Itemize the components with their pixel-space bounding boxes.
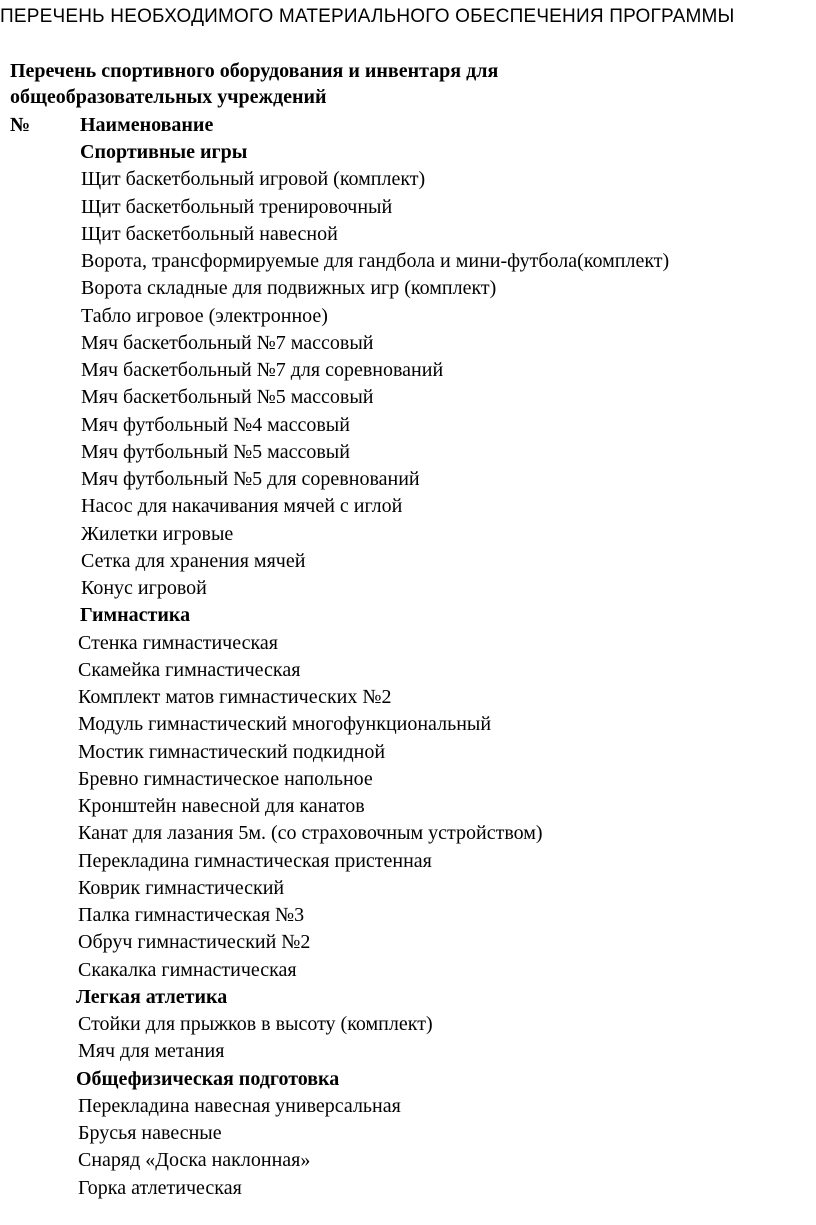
- list-item: Бревно гимнастическое напольное: [78, 767, 373, 790]
- list-item: Конус игровой: [81, 577, 207, 599]
- category-heading: Общефизическая подготовка: [76, 1067, 340, 1090]
- list-item: Насос для накачивания мячей с иглой: [81, 495, 403, 518]
- list-item: Коврик гимнастический: [78, 876, 285, 899]
- list-item: Сетка для хранения мячей: [81, 549, 306, 572]
- list-item: Стенка гимнастическая: [78, 631, 278, 654]
- column-name-header: Наименование: [80, 114, 214, 136]
- list-item: Скакалка гимнастическая: [78, 958, 297, 981]
- list-item: Ворота, трансформируемые для гандбола и мини-футбола(комплект): [81, 250, 670, 272]
- list-item: Брусья навесные: [78, 1122, 222, 1144]
- column-number-header: №: [10, 114, 31, 136]
- list-item: Комплект матов гимнастических №2: [78, 686, 392, 708]
- subtitle-line: общеобразовательных учреждений: [10, 86, 327, 108]
- category-heading: Гимнастика: [80, 604, 191, 627]
- list-item: Табло игровое (электронное): [81, 304, 328, 327]
- list-item: Щит баскетбольный тренировочный: [81, 195, 393, 218]
- subtitle-line: Перечень спортивного оборудования и инвентаря для: [10, 60, 499, 82]
- list-item: Щит баскетбольный навесной: [81, 222, 338, 245]
- list-item: Горка атлетическая: [78, 1176, 242, 1199]
- list-item: Скамейка гимнастическая: [78, 658, 301, 681]
- list-item: Перекладина навесная универсальная: [78, 1094, 401, 1117]
- list-item: Мостик гимнастический подкидной: [78, 740, 386, 763]
- list-item: Стойки для прыжков в высоту (комплект): [78, 1013, 433, 1035]
- document-heading: ПЕРЕЧЕНЬ НЕОБХОДИМОГО МАТЕРИАЛЬНОГО ОБЕСПЕЧЕНИЯ ПРОГРАММЫ: [0, 6, 735, 27]
- list-item: Мяч баскетбольный №7 для соревнований: [81, 359, 444, 381]
- category-heading: Спортивные игры: [80, 141, 248, 163]
- list-item: Жилетки игровые: [81, 522, 234, 545]
- list-item: Модуль гимнастический многофункциональный: [78, 713, 492, 736]
- list-item: Мяч футбольный №4 массовый: [81, 413, 350, 436]
- list-item: Мяч баскетбольный №5 массовый: [81, 386, 374, 409]
- list-item: Ворота складные для подвижных игр (комплект): [81, 277, 497, 300]
- list-item: Мяч футбольный №5 массовый: [81, 440, 350, 463]
- list-item: Кронштейн навесной для канатов: [78, 795, 365, 817]
- column-header: [10, 112, 710, 139]
- list-item: Перекладина гимнастическая пристенная: [78, 849, 432, 872]
- list-item: Мяч футбольный №5 для соревнований: [81, 468, 420, 490]
- equipment-list: [0, 139, 810, 1202]
- list-item: Снаряд «Доска наклонная»: [78, 1149, 311, 1172]
- list-item: Канат для лазания 5м. (со страховочным устройством): [78, 822, 543, 845]
- list-item: Мяч для метания: [78, 1040, 225, 1063]
- list-item: Щит баскетбольный игровой (комплект): [81, 168, 426, 191]
- category-heading: Легкая атлетика: [76, 985, 228, 1008]
- list-item: Мяч баскетбольный №7 массовый: [81, 331, 374, 354]
- list-item: Обруч гимнастический №2: [78, 931, 311, 954]
- list-item: Палка гимнастическая №3: [78, 904, 305, 926]
- list-subtitle: [10, 58, 710, 110]
